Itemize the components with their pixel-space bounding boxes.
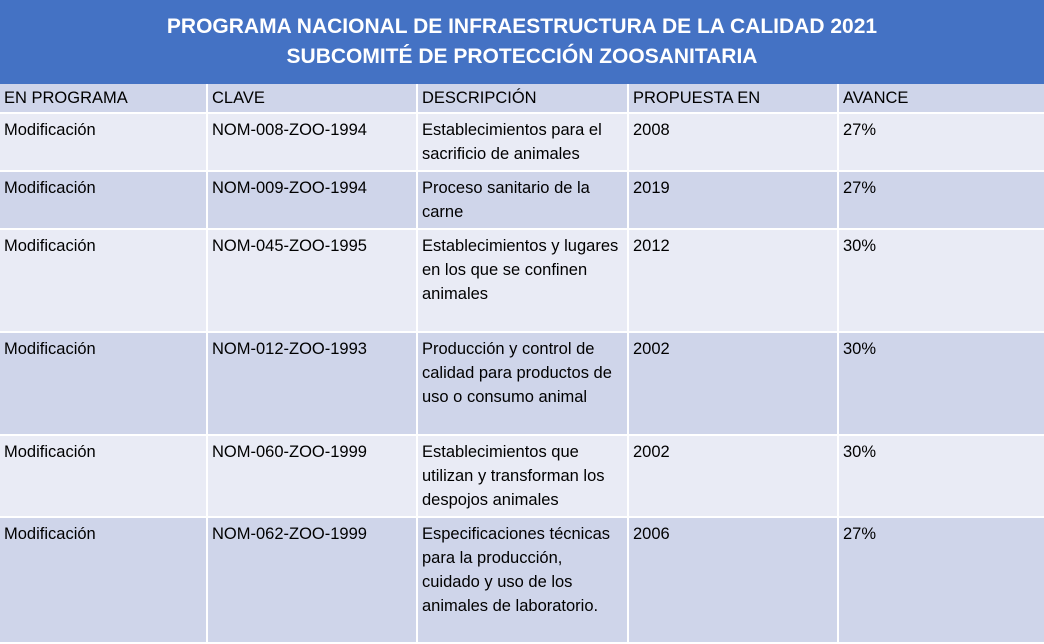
- cell-programa: Modificación: [0, 113, 207, 171]
- cell-propuesta: 2012: [628, 229, 838, 332]
- cell-descripcion: Establecimientos para el sacrificio de animales: [417, 113, 628, 171]
- table-row: [0, 332, 1044, 435]
- table-row: [0, 517, 1044, 643]
- page-subtitle: SUBCOMITÉ DE PROTECCIÓN ZOOSANITARIA: [286, 45, 758, 68]
- column-header-propuesta: PROPUESTA EN: [628, 84, 838, 113]
- column-header-descripcion: DESCRIPCIÓN: [417, 84, 628, 113]
- cell-clave: NOM-060-ZOO-1999: [207, 435, 417, 517]
- cell-avance: 30%: [838, 435, 1044, 517]
- cell-programa: Modificación: [0, 517, 207, 643]
- cell-propuesta: 2002: [628, 435, 838, 517]
- table-row: [0, 171, 1044, 229]
- cell-clave: NOM-009-ZOO-1994: [207, 171, 417, 229]
- cell-propuesta: 2006: [628, 517, 838, 643]
- cell-descripcion: Producción y control de calidad para productos de uso o consumo animal: [417, 332, 628, 435]
- cell-programa: Modificación: [0, 435, 207, 517]
- cell-programa: Modificación: [0, 332, 207, 435]
- cell-propuesta: 2019: [628, 171, 838, 229]
- title-banner: [0, 0, 1044, 84]
- cell-clave: NOM-008-ZOO-1994: [207, 113, 417, 171]
- table-header-row: [0, 84, 1044, 113]
- cell-descripcion: Proceso sanitario de la carne: [417, 171, 628, 229]
- cell-avance: 27%: [838, 113, 1044, 171]
- cell-descripcion: Establecimientos que utilizan y transforman los despojos animales: [417, 435, 628, 517]
- table-row: [0, 435, 1044, 517]
- cell-avance: 27%: [838, 517, 1044, 643]
- cell-clave: NOM-045-ZOO-1995: [207, 229, 417, 332]
- column-header-avance: AVANCE: [838, 84, 1044, 113]
- cell-avance: 30%: [838, 332, 1044, 435]
- cell-descripcion: Especificaciones técnicas para la producción, cuidado y uso de los animales de laboratorio.: [417, 517, 628, 643]
- cell-programa: Modificación: [0, 229, 207, 332]
- cell-descripcion: Establecimientos y lugares en los que se confinen animales: [417, 229, 628, 332]
- table-row: [0, 229, 1044, 332]
- norms-table: [0, 84, 1044, 644]
- cell-clave: NOM-062-ZOO-1999: [207, 517, 417, 643]
- cell-propuesta: 2008: [628, 113, 838, 171]
- page-title: PROGRAMA NACIONAL DE INFRAESTRUCTURA DE LA CALIDAD 2021: [166, 15, 878, 38]
- table-row: [0, 113, 1044, 171]
- cell-avance: 27%: [838, 171, 1044, 229]
- column-header-programa: EN PROGRAMA: [0, 84, 207, 113]
- cell-avance: 30%: [838, 229, 1044, 332]
- column-header-clave: CLAVE: [207, 84, 417, 113]
- cell-propuesta: 2002: [628, 332, 838, 435]
- cell-clave: NOM-012-ZOO-1993: [207, 332, 417, 435]
- cell-programa: Modificación: [0, 171, 207, 229]
